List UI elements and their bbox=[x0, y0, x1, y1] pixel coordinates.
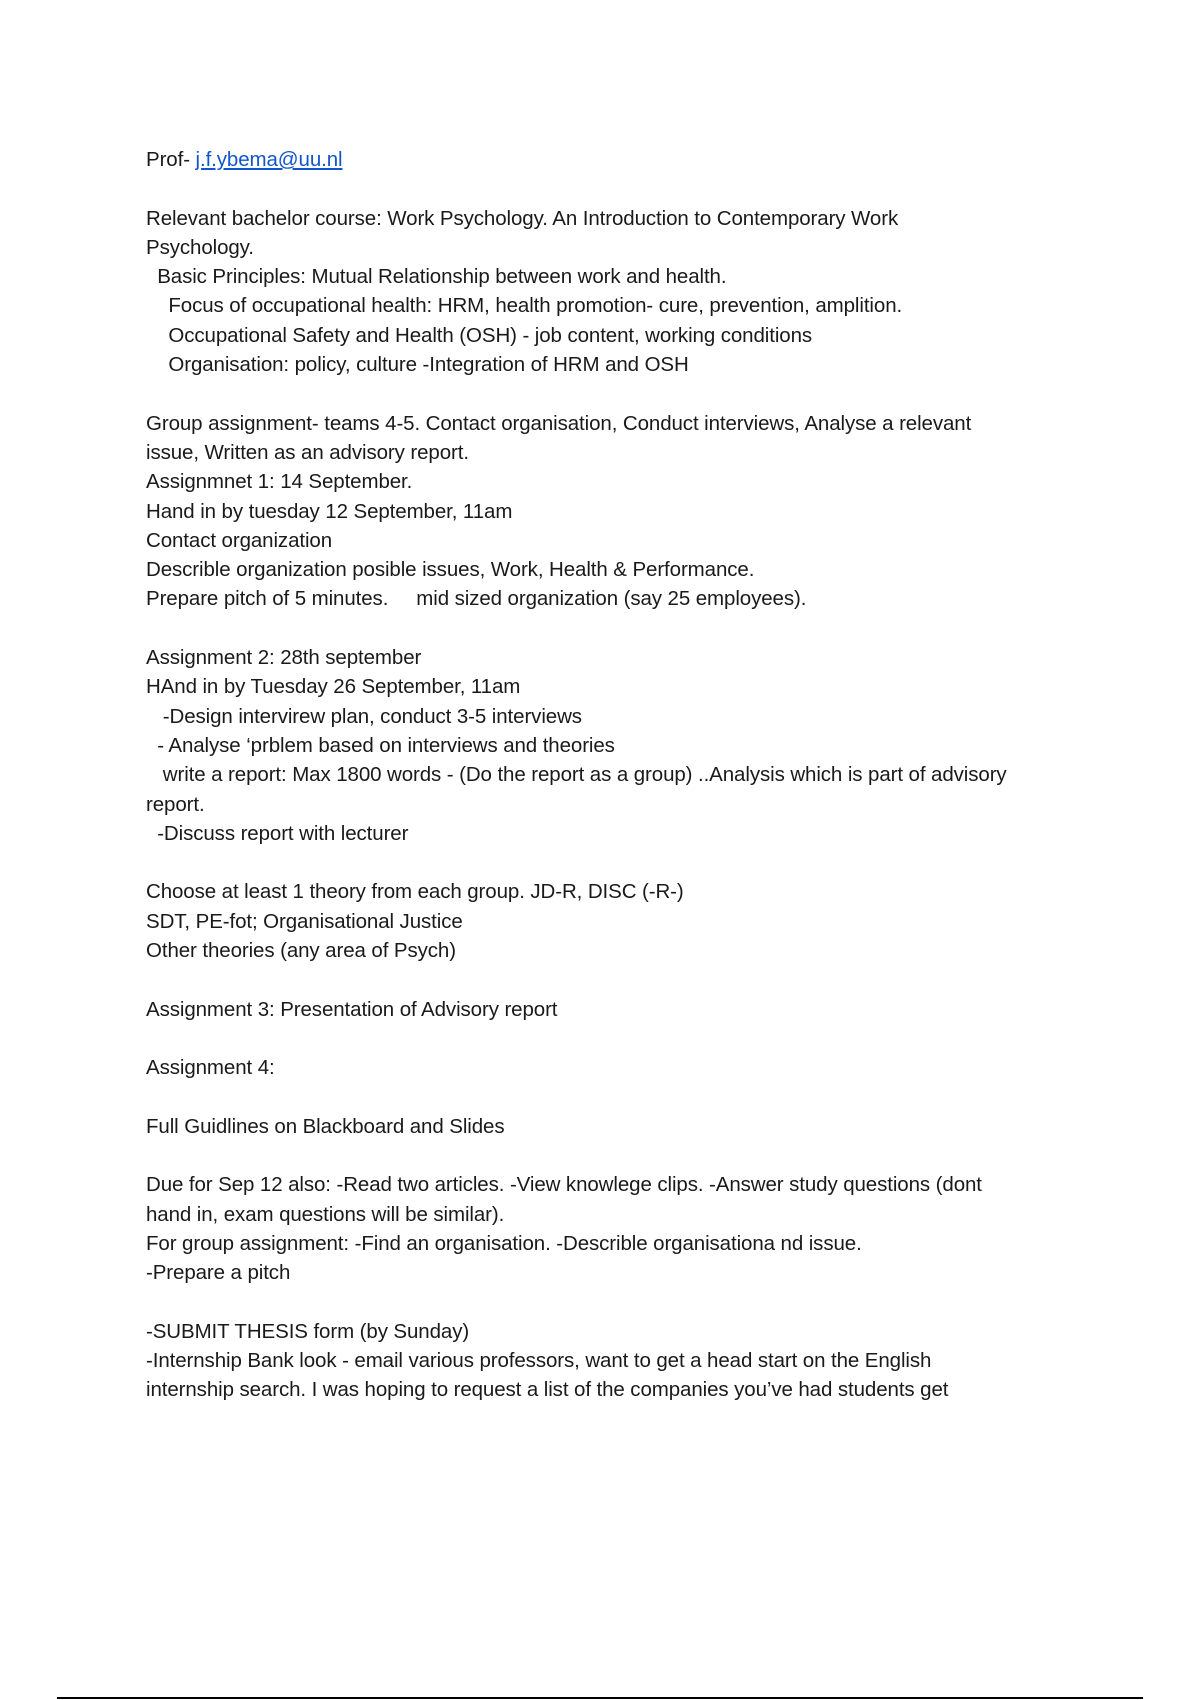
note-line: Assignmnet 1: 14 September. bbox=[146, 470, 413, 494]
blank-line bbox=[146, 1024, 1096, 1053]
blank-line bbox=[146, 1083, 1096, 1112]
note-line: Full Guidlines on Blackboard and Slides bbox=[146, 1114, 505, 1138]
note-line: Group assignment- teams 4-5. Contact organisation, Conduct interviews, Analyse a relevant bbox=[146, 411, 972, 435]
note-line: Organisation: policy, culture -Integration of HRM and OSH bbox=[146, 353, 689, 377]
note-line: -Discuss report with lecturer bbox=[146, 821, 409, 845]
note-line: Other theories (any area of Psych) bbox=[146, 939, 456, 963]
note-line: -Prepare a pitch bbox=[146, 1261, 291, 1285]
note-line: Choose at least 1 theory from each group. JD-R, DISC (-R-) bbox=[146, 880, 684, 904]
note-line: report. bbox=[146, 792, 205, 816]
blank-line bbox=[146, 614, 1096, 643]
note-line: SDT, PE-fot; Organisational Justice bbox=[146, 909, 463, 933]
blank-line bbox=[146, 174, 1096, 203]
page-bottom-rule bbox=[57, 1697, 1143, 1699]
note-line: Assignment 3: Presentation of Advisory report bbox=[146, 997, 558, 1021]
note-line: -Design intervirew plan, conduct 3-5 interviews bbox=[146, 704, 582, 728]
note-line: write a report: Max 1800 words - (Do the report as a group) ..Analysis which is part of advisory bbox=[146, 763, 1007, 787]
blank-line bbox=[146, 379, 1096, 408]
note-line: Hand in by tuesday 12 September, 11am bbox=[146, 499, 513, 523]
note-line: Basic Principles: Mutual Relationship between work and health. bbox=[146, 265, 727, 289]
note-line: -SUBMIT THESIS form (by Sunday) bbox=[146, 1319, 470, 1343]
blank-line bbox=[146, 1141, 1096, 1170]
blank-line bbox=[146, 965, 1096, 994]
blank-line bbox=[146, 848, 1096, 877]
document-body bbox=[146, 145, 1096, 1405]
note-lines bbox=[146, 204, 1096, 1405]
note-line: Assignment 4: bbox=[146, 1056, 275, 1080]
note-line: hand in, exam questions will be similar). bbox=[146, 1202, 505, 1226]
note-line: internship search. I was hoping to request a list of the companies you’ve had students get bbox=[146, 1378, 949, 1402]
note-line: Occupational Safety and Health (OSH) - job content, working conditions bbox=[146, 323, 813, 347]
note-line: Focus of occupational health: HRM, health promotion- cure, prevention, amplition. bbox=[146, 294, 903, 318]
note-line: issue, Written as an advisory report. bbox=[146, 440, 469, 464]
note-line: Contact organization bbox=[146, 528, 333, 552]
note-line: Psychology. bbox=[146, 235, 254, 259]
prof-email-link[interactable]: j.f.ybema@uu.nl bbox=[195, 148, 343, 171]
blank-line bbox=[146, 1288, 1096, 1317]
note-line: Due for Sep 12 also: -Read two articles. -View knowlege clips. -Answer study questions (dont bbox=[146, 1173, 982, 1197]
note-line: Relevant bachelor course: Work Psychology. An Introduction to Contemporary Work bbox=[146, 206, 899, 230]
note-line: - Analyse ‘prblem based on interviews and theories bbox=[146, 733, 615, 757]
note-line: -Internship Bank look - email various professors, want to get a head start on the English bbox=[146, 1349, 932, 1373]
note-line: Assignment 2: 28th september bbox=[146, 646, 422, 670]
note-line: HAnd in by Tuesday 26 September, 11am bbox=[146, 675, 521, 699]
note-line: For group assignment: -Find an organisation. -Describle organisationa nd issue. bbox=[146, 1231, 862, 1255]
note-line: Prepare pitch of 5 minutes. mid sized organization (say 25 employees). bbox=[146, 587, 807, 611]
note-line: Describle organization posible issues, Work, Health & Performance. bbox=[146, 558, 755, 582]
prof-contact-line bbox=[146, 145, 1096, 174]
prof-prefix: Prof- bbox=[146, 148, 196, 171]
